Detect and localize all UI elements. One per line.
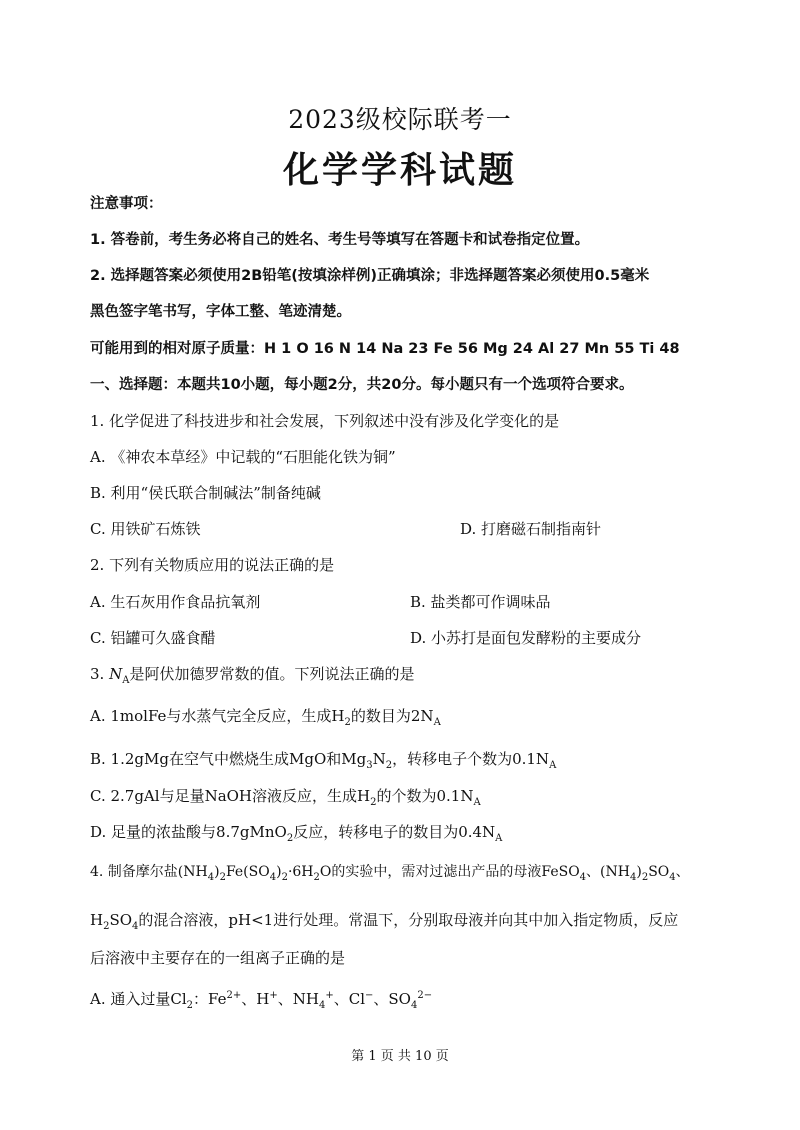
question-2-option-b: B. 盐类都可作调味品 bbox=[410, 593, 551, 611]
question-1-option-a: A. 《神农本草经》中记载的“石胆能化铁为铜” bbox=[90, 448, 396, 466]
question-3-option-d: D. 足量的浓盐酸与8.7gMnO$_2$反应，转移电子的数目为$0.4N_A$ bbox=[90, 823, 503, 844]
question-4-line-2: $H_2SO_4$的混合溶液，pH<1进行处理。常温下，分别取母液并向其中加入指定物质，反应 bbox=[90, 911, 679, 932]
question-1-stem: 1. 化学促进了科技进步和社会发展，下列叙述中没有涉及化学变化的是 bbox=[90, 412, 560, 430]
question-2-option-c: C. 铝罐可久盛食醋 bbox=[90, 629, 216, 647]
question-3-option-b: B. 1.2gMg在空气中燃烧生成MgO和$Mg_3N_2$，转移电子个数为$0.1N_A$ bbox=[90, 750, 557, 771]
notes-item-1: 1. 答卷前，考生务必将自己的姓名、考生号等填写在答题卡和试卷指定位置。 bbox=[90, 232, 590, 248]
page-indicator: 第 1 页 共 10 页 bbox=[351, 1049, 449, 1064]
notes-heading: 注意事项： bbox=[90, 196, 163, 212]
question-3-option-c: C. 2.7gAl与足量NaOH溶液反应，生成$H_2$的个数为$0.1N_A$ bbox=[90, 787, 481, 808]
question-1-option-b: B. 利用“侯氏联合制碱法”制备纯碱 bbox=[90, 484, 321, 502]
question-4-option-a: A. 通入过量$Cl_2$：$Fe^{2+}$、H+、$NH_4^+$、Cl−、$SO_4^{2-}$ bbox=[90, 990, 433, 1011]
question-1-option-d: D. 打磨磁石制指南针 bbox=[460, 520, 602, 538]
question-4-line-1: 4. 制备摩尔盐$(NH_4)_2Fe(SO_4)_2\cdot 6H_2O$的实验中，需对过滤出产品的母液FeSO$_4$、$(NH_4)_2SO_4$、 bbox=[90, 864, 690, 883]
notes-item-2-line-2: 黑色签字笔书写，字体工整、笔迹清楚。 bbox=[90, 304, 351, 320]
atomic-masses: 可能用到的相对原子质量：H 1 O 16 N 14 Na 23 Fe 56 Mg 24 Al 27 Mn 55 Ti 48 bbox=[90, 341, 680, 357]
question-2-stem: 2. 下列有关物质应用的说法正确的是 bbox=[90, 556, 335, 574]
subject-title: 化学学科试题 bbox=[282, 150, 517, 191]
question-3-option-a: A. 1molFe与水蒸气完全反应，生成$H_2$的数目为$2N_A$ bbox=[90, 707, 441, 728]
question-2-option-a: A. 生石灰用作食品抗氧剂 bbox=[90, 593, 261, 611]
question-2-option-d: D. 小苏打是面包发酵粉的主要成分 bbox=[410, 629, 642, 647]
question-4-line-3: 后溶液中主要存在的一组离子正确的是 bbox=[90, 949, 346, 967]
notes-item-2-line-1: 2. 选择题答案必须使用2B铅笔(按填涂样例)正确填涂；非选择题答案必须使用0.5毫米 bbox=[90, 268, 650, 284]
question-1-option-c: C. 用铁矿石炼铁 bbox=[90, 520, 201, 538]
exam-title: 2023级校际联考一 bbox=[288, 105, 512, 134]
question-3-stem: 3. $N_A$是阿伏加德罗常数的值。下列说法正确的是 bbox=[90, 665, 415, 686]
section-1-heading: 一、选择题：本题共10小题，每小题2分，共20分。每小题只有一个选项符合要求。 bbox=[90, 377, 634, 393]
